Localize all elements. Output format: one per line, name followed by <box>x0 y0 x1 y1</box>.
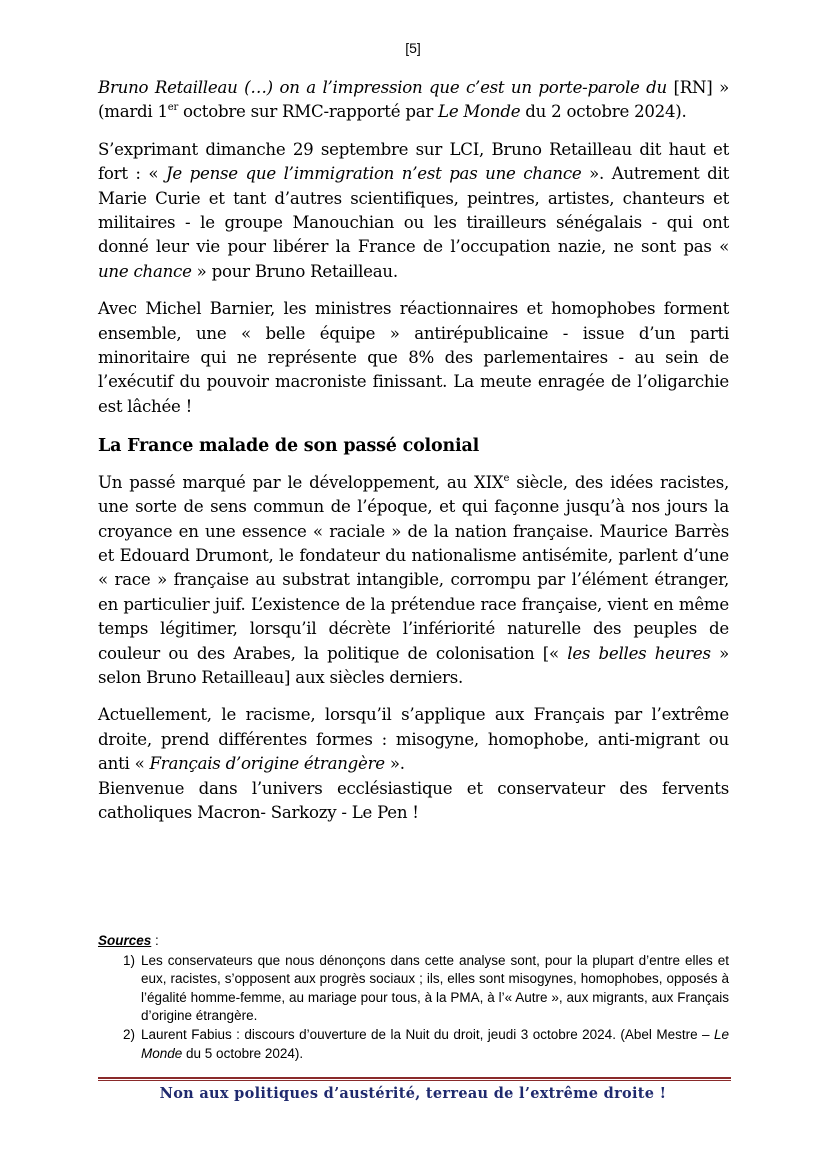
sources-section <box>98 932 729 1063</box>
source-item: 2) Laurent Fabius : discours d’ouverture de la Nuit du droit, jeudi 3 octobre 2024. (Abel Mestre – Le Monde du 5 octobre 2024). <box>123 1026 729 1061</box>
footer-rule-thin <box>98 1080 731 1081</box>
sources-list <box>98 952 729 1064</box>
paragraph-barnier: Avec Michel Barnier, les ministres réactionnaires et homophobes forment ensemble, une « belle équipe » antirépublicaine - issue d’un parti minoritaire qui ne représente que 8% des parlementaires - au sein de l’exécutif du pouvoir macroniste finissant. La meute enragée de l’oligarchie est lâchée ! <box>98 299 729 416</box>
source-item: 1) Les conservateurs que nous dénonçons dans cette analyse sont, pour la plupart d’entre elles et eux, racistes, s’opposent aux progrès sociaux ; ils, elles sont misogynes, homophobes, opposés à l’égalité homme-femme, au mariage pour tous, à la PMA, à l’« Autre », aux migrants, aux Français d’origine étrangère. <box>123 952 729 1024</box>
article-body <box>98 76 729 838</box>
footer-slogan: Non aux politiques d’austérité, terreau de l’extrême droite ! <box>159 1085 667 1102</box>
sources-title: Sources : <box>98 933 159 948</box>
paragraph-colonial-past: Un passé marqué par le développement, au XIXe siècle, des idées racistes, une sorte de sens commun de l’époque, et qui façonne jusqu’à nos jours la croyance en une essence « raciale » de la nation française. Maurice Barrès et Edouard Drumont, le fondateur du nationalisme antisémite, parlent d’une « race » française au substrat intangible, corrompu par l’élément étranger, en particulier juif. L’existence de la prétendue race française, vient en même temps légitimer, lorsqu’il décrète l’infériorité naturelle des peuples de couleur ou des Arabes, la politique de colonisation [« les belles heures » selon Bruno Retailleau] aux siècles derniers. <box>98 472 730 687</box>
paragraph-racism-forms: Actuellement, le racisme, lorsqu’il s’applique aux Français par l’extrême droite, prend différentes formes : misogyne, homophobe, anti-migrant ou anti « Français d’origine étrangère ». <box>98 705 729 774</box>
paragraph-quote-rn: Bruno Retailleau (…) on a l’impression que c’est un porte-parole du [RN] » (mardi 1er octobre sur RMC-rapporté par Le Monde du 2 octobre 2024). <box>98 78 729 122</box>
paragraph-immigration: S’exprimant dimanche 29 septembre sur LCI, Bruno Retailleau dit haut et fort : « Je pense que l’immigration n’est pas une chance ». Autrement dit Marie Curie et tant d’autres scientifiques, peintres, artistes, chanteurs et militaires - le groupe Manouchian ou les tirailleurs sénégalais - qui ont donné leur vie pour libérer la France de l’occupation nazie, ne sont pas « une chance » pour Bruno Retailleau. <box>98 139 730 281</box>
footer-rule <box>98 1077 731 1079</box>
section-heading: La France malade de son passé colonial <box>98 436 480 457</box>
page-number: [5] <box>405 40 421 56</box>
paragraph-welcome: Bienvenue dans l’univers ecclésiastique et conservateur des fervents catholiques Macron- Sarkozy - Le Pen ! <box>98 778 729 822</box>
